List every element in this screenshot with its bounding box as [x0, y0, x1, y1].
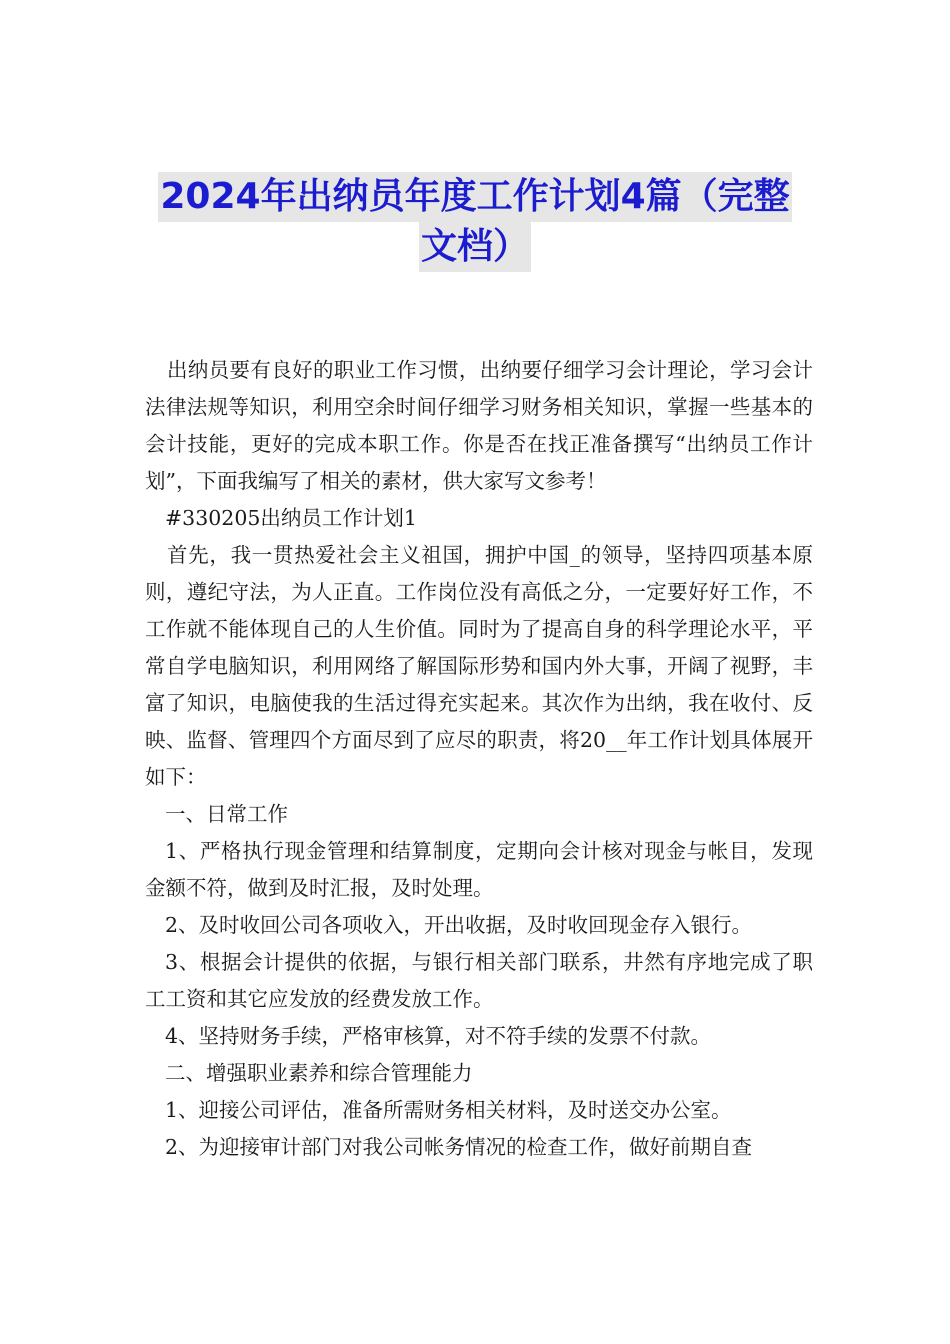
title-line-2: 文档）	[419, 222, 531, 272]
subsection-heading: 一、日常工作	[165, 802, 288, 826]
intro-paragraph: 出纳员要有良好的职业工作习惯，出纳要仔细学习会计理论，学习会计法律法规等知识，利用空余时间仔细学习财务相关知识，掌握一些基本的会计技能，更好的完成本职工作。你是否在找正准备撰写“出纳员工作计划”，下面我编写了相关的素材，供大家写文参考！	[145, 358, 813, 493]
body-paragraph: 首先，我一贯热爱社会主义祖国，拥护中国_的领导，坚持四项基本原则，遵纪守法，为人正直。工作岗位没有高低之分，一定要好好工作，不工作就不能体现自己的人生价值。同时为了提高自身的科学理论水平，平常自学电脑知识，利用网络了解国际形势和国内外大事，开阔了视野，丰富了知识，电脑使我的生活过得充实起来。其次作为出纳，我在收付、反映、监督、管理四个方面尽到了应尽的职责，将20__年工作计划具体展开如下：	[145, 543, 813, 789]
list-item: 1、严格执行现金管理和结算制度，定期向会计核对现金与帐目，发现金额不符，做到及时汇报，及时处理。	[145, 839, 813, 900]
list-item: 4、坚持财务手续，严格审核算，对不符手续的发票不付款。	[165, 1024, 712, 1048]
title-line-1: 2024年出纳员年度工作计划4篇（完整	[158, 172, 791, 222]
list-item: 2、为迎接审计部门对我公司帐务情况的检查工作，做好前期自查	[165, 1135, 753, 1159]
section-heading: #330205出纳员工作计划1	[165, 506, 417, 530]
subsection-heading: 二、增强职业素养和综合管理能力	[165, 1061, 473, 1085]
list-item: 3、根据会计提供的依据，与银行相关部门联系，井然有序地完成了职工工资和其它应发放的经费发放工作。	[145, 950, 813, 1011]
document-title	[100, 172, 850, 272]
list-item: 1、迎接公司评估，准备所需财务相关材料，及时送交办公室。	[165, 1098, 732, 1122]
list-item: 2、及时收回公司各项收入，开出收据，及时收回现金存入银行。	[165, 913, 753, 937]
document-body	[145, 352, 813, 1166]
